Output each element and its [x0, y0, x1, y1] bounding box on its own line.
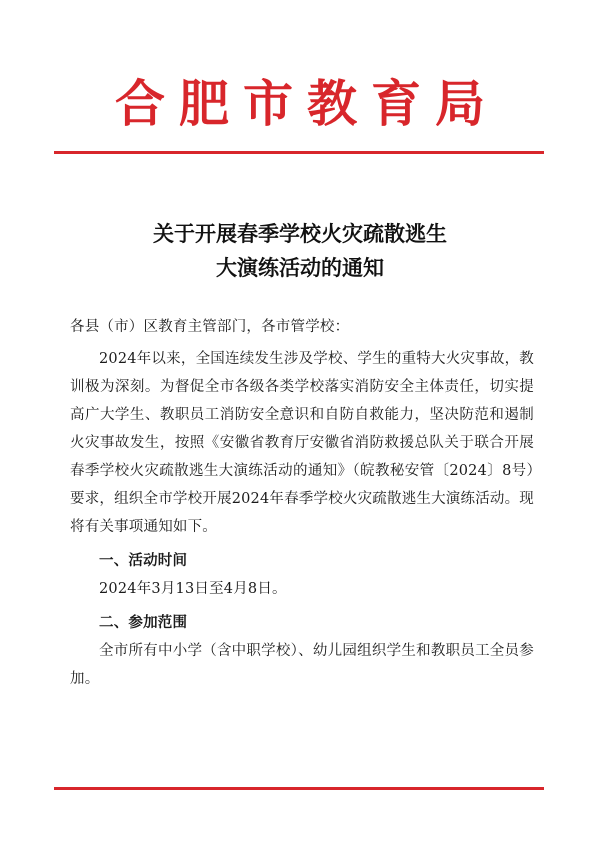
masthead-divider-top — [54, 151, 544, 154]
document-title-line-2: 大演练活动的通知 — [216, 255, 384, 280]
footer-divider — [54, 787, 544, 790]
section-heading-participation-scope: 二、参加范围 — [99, 615, 188, 631]
masthead: 合肥市教育局 — [115, 75, 499, 133]
section-body-participation-scope: 全市所有中小学（含中职学校）、幼儿园组织学生和教职员工全员参加。 — [70, 643, 534, 687]
salutation: 各县（市）区教育主管部门，各市管学校： — [70, 319, 350, 335]
document-title-line-1: 关于开展春季学校火灾疏散逃生 — [153, 221, 447, 246]
intro-paragraph: 2024年以来，全国连续发生涉及学校、学生的重特大火灾事故，教训极为深刻。为督促全市各级各类学校落实消防安全主体责任，切实提高广大学生、教职员工消防安全意识和自防自救能力，坚决防范和遏制火灾事故发生，按照《安徽省教育厅安徽省消防救援总队关于联合开展春季学校火灾疏散逃生大演练活动的通知》（皖教秘安管〔2024〕8号）要求，组织全市学校开展2024年春季学校火灾疏散逃生大演练活动。现将有关事项通知如下。 — [70, 351, 534, 535]
section-body-activity-time: 2024年3月13日至4月8日。 — [99, 581, 287, 597]
section-heading-activity-time: 一、活动时间 — [99, 553, 188, 569]
document-body — [70, 313, 534, 693]
